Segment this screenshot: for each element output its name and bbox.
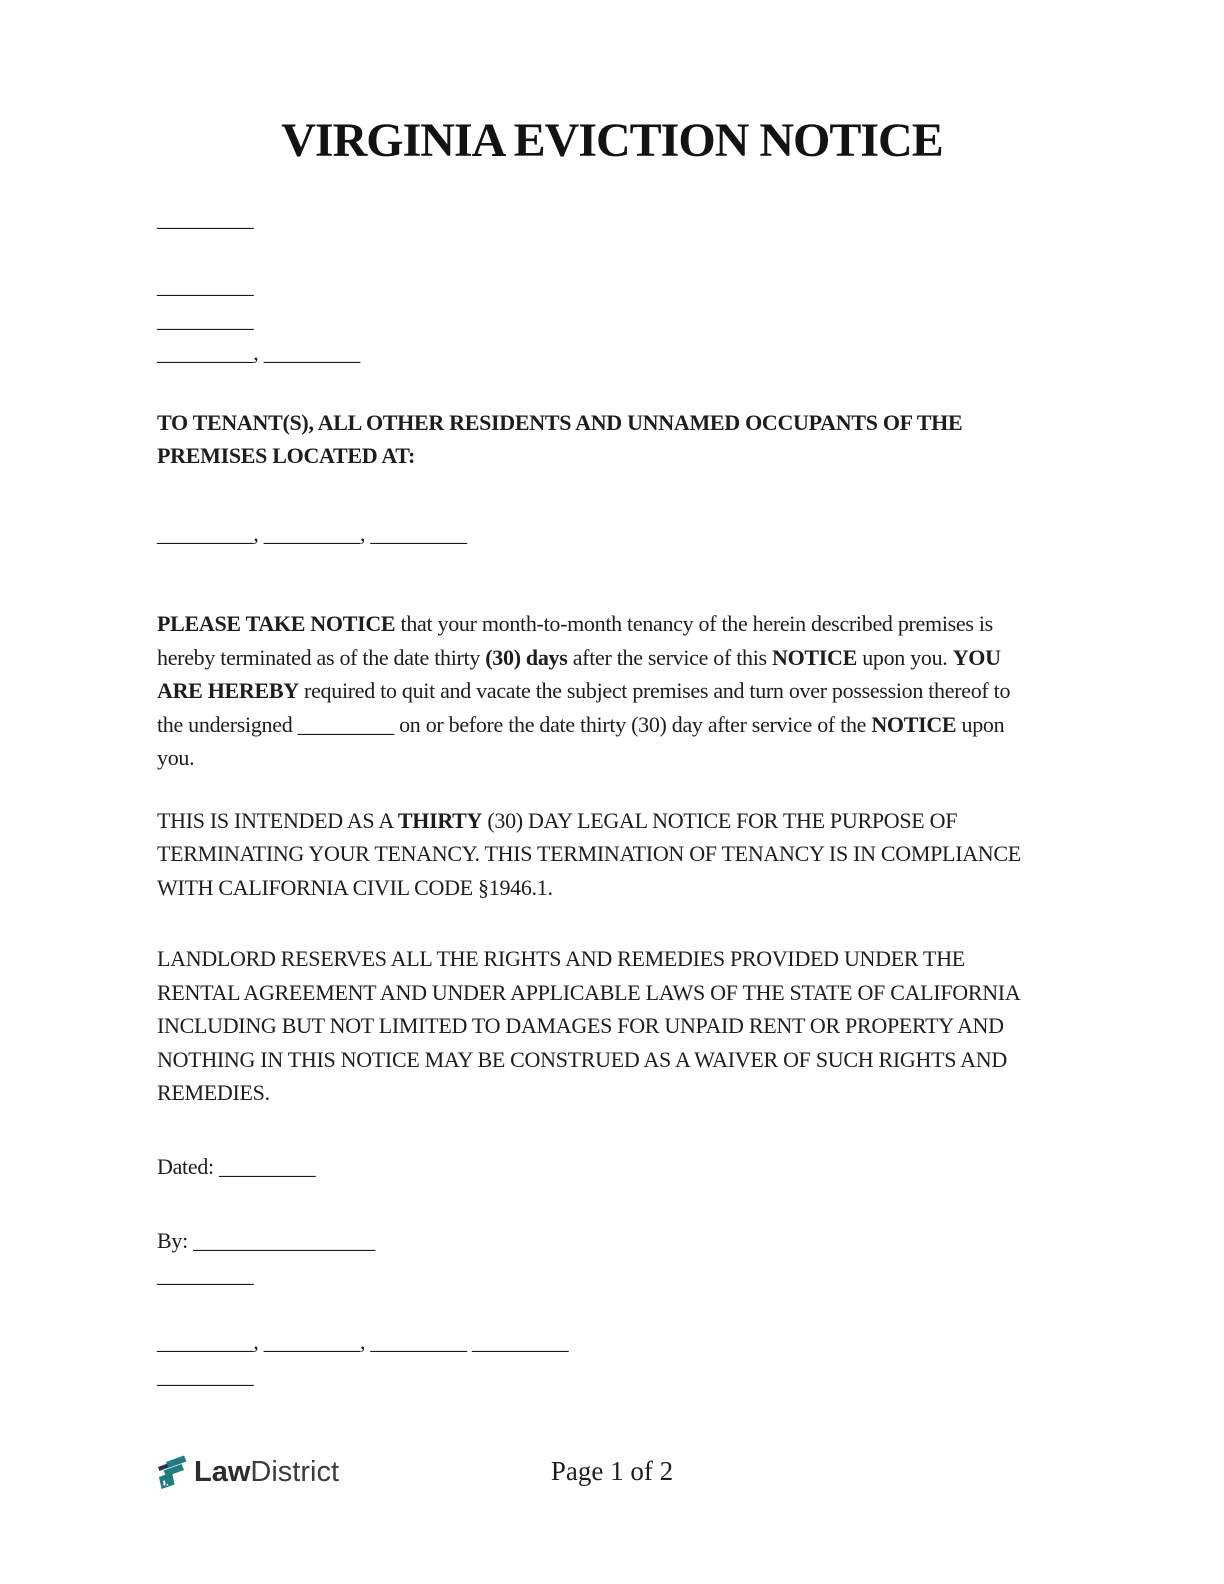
logo-text-district: District — [250, 1456, 340, 1488]
by-block — [157, 1224, 1032, 1291]
notice-paragraph: PLEASE TAKE NOTICE that your month-to-month tenancy of the herein described premises is hereby terminated as of the date thirty (30) days after the service of this NOTICE upon you. YOU ARE HEREBY required to quit and vacate the subject premises and turn over possession thereof to the undersigned _________ on or before the date thirty (30) day after service of the NOTICE upon you. — [157, 611, 1011, 770]
dated-line — [157, 1150, 1032, 1184]
dated-blank: _________ — [219, 1153, 316, 1179]
lawdistrict-logo-icon — [157, 1455, 187, 1489]
by-label: By: — [157, 1228, 188, 1253]
intended-paragraph: THIS IS INTENDED AS A THIRTY (30) DAY LEGAL NOTICE FOR THE PURPOSE OF TERMINATING YOUR TENANCY. THIS TERMINATION OF TENANCY IS IN COMPLIANCE WITH CALIFORNIA CIVIL CODE §1946.1. — [157, 807, 1021, 900]
landlord-blank-line-2: _________ — [157, 273, 254, 298]
landlord-blank-line-4: _________, _________ — [157, 340, 361, 365]
landlord-blank-line-1: _________ — [157, 206, 254, 231]
by-line — [157, 1224, 1032, 1258]
signature-address-line: _________, _________, _________ _________ — [157, 1329, 569, 1354]
lawdistrict-logo — [157, 1455, 339, 1489]
reserves-paragraph: LANDLORD RESERVES ALL THE RIGHTS AND REMEDIES PROVIDED UNDER THE RENTAL AGREEMENT AND UNDER APPLICABLE LAWS OF THE STATE OF CALIFORNIA INCLUDING BUT NOT LIMITED TO DAMAGES FOR UNPAID RENT OR PROPERTY AND NOTHING IN THIS NOTICE MAY BE CONSTRUED AS A WAIVER OF SUCH RIGHTS AND REMEDIES. — [157, 946, 1020, 1105]
landlord-blank-line-3: _________ — [157, 306, 254, 332]
tenant-address-line: _________, _________, _________ — [157, 520, 467, 546]
document-title: VIRGINIA EVICTION NOTICE — [281, 114, 943, 167]
by-blank: _________________ — [193, 1228, 375, 1253]
page-footer — [157, 1452, 1067, 1492]
page-indicator: Page 1 of 2 — [550, 1456, 674, 1487]
spacer-line — [157, 236, 1032, 270]
logo-text-law: Law — [194, 1456, 251, 1488]
signature-address-block — [157, 1325, 1032, 1392]
tenant-heading: TO TENANT(S), ALL OTHER RESIDENTS AND UNNAMED OCCUPANTS OF THE PREMISES LOCATED AT: — [157, 409, 963, 468]
dated-label: Dated: — [157, 1153, 214, 1179]
by-sub-blank-line: _________ — [157, 1261, 254, 1287]
landlord-address-block — [157, 202, 1032, 370]
signature-address-line-2: _________ — [157, 1362, 254, 1388]
